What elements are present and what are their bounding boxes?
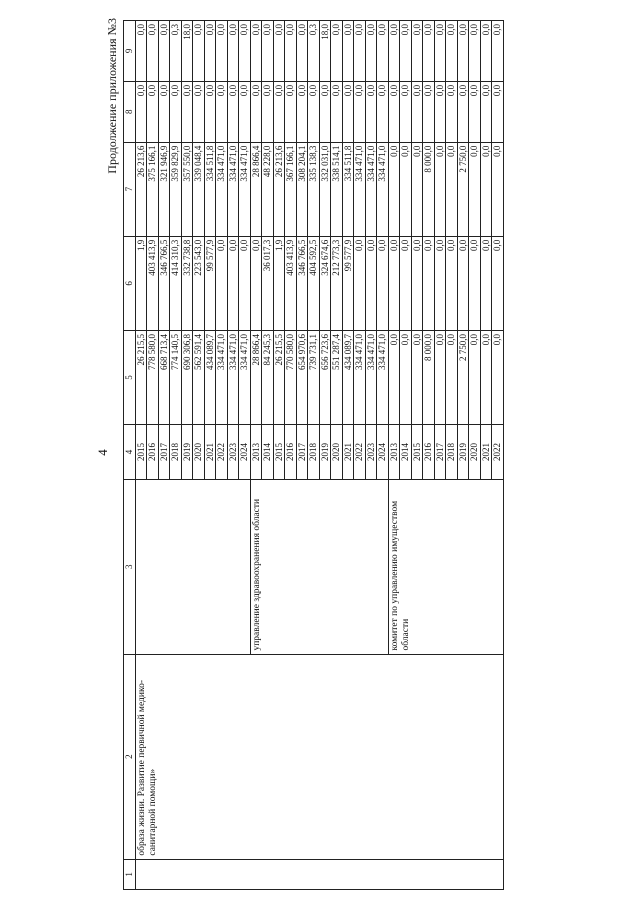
regional-budget-cell: 0,0 [446, 142, 458, 236]
other-sources-cell: 0,0 [365, 21, 377, 82]
federal-budget-cell: 0,0 [492, 236, 504, 330]
local-budget-cell: 0,0 [296, 81, 308, 142]
column-number: 3 [124, 479, 136, 654]
federal-budget-cell: 0,0 [480, 236, 492, 330]
federal-budget-cell: 0,0 [388, 236, 400, 330]
regional-budget-cell: 359 829,9 [170, 142, 182, 236]
other-sources-cell: 0,0 [285, 21, 297, 82]
other-sources-cell: 0,0 [492, 21, 504, 82]
local-budget-cell: 0,0 [319, 81, 331, 142]
total-cell: 739 731,1 [308, 330, 320, 424]
regional-budget-cell: 339 048,4 [193, 142, 205, 236]
other-sources-cell: 18,0 [319, 21, 331, 82]
other-sources-cell: 0,0 [457, 21, 469, 82]
other-sources-cell: 0,0 [147, 21, 159, 82]
other-sources-cell: 0,0 [354, 21, 366, 82]
regional-budget-cell: 0,0 [388, 142, 400, 236]
total-cell: 8 000,0 [423, 330, 435, 424]
total-cell: 0,0 [492, 330, 504, 424]
column-number-row [124, 21, 136, 890]
total-cell: 0,0 [469, 330, 481, 424]
column-number: 7 [124, 142, 136, 236]
column-number: 1 [124, 859, 136, 889]
other-sources-cell: 0,0 [250, 21, 262, 82]
total-cell: 668 713,4 [158, 330, 170, 424]
total-cell: 28 866,4 [250, 330, 262, 424]
year-cell: 2020 [469, 425, 481, 480]
local-budget-cell: 0,0 [158, 81, 170, 142]
column-number: 6 [124, 236, 136, 330]
total-cell: 770 580,0 [285, 330, 297, 424]
total-cell: 562 591,4 [193, 330, 205, 424]
column-number: 9 [124, 21, 136, 82]
regional-budget-cell: 334 471,0 [365, 142, 377, 236]
other-sources-cell: 0,0 [204, 21, 216, 82]
total-cell: 0,0 [434, 330, 446, 424]
other-sources-cell: 0,0 [469, 21, 481, 82]
federal-budget-cell: 99 577,9 [204, 236, 216, 330]
column-number: 4 [124, 425, 136, 480]
local-budget-cell: 0,0 [216, 81, 228, 142]
other-sources-cell: 0,0 [480, 21, 492, 82]
total-cell: 0,0 [446, 330, 458, 424]
table-row [135, 21, 147, 890]
local-budget-cell: 0,0 [147, 81, 159, 142]
total-cell: 551 287,4 [331, 330, 343, 424]
regional-budget-cell: 8 000,0 [423, 142, 435, 236]
year-cell: 2019 [457, 425, 469, 480]
year-cell: 2013 [250, 425, 262, 480]
year-cell: 2018 [446, 425, 458, 480]
year-cell: 2019 [181, 425, 193, 480]
local-budget-cell: 0,0 [170, 81, 182, 142]
column-number: 5 [124, 330, 136, 424]
other-sources-cell: 0,0 [227, 21, 239, 82]
other-sources-cell: 0,0 [158, 21, 170, 82]
total-cell: 0,0 [388, 330, 400, 424]
regional-budget-cell: 334 471,0 [227, 142, 239, 236]
regional-budget-cell: 48 228,0 [262, 142, 274, 236]
year-cell: 2024 [239, 425, 251, 480]
local-budget-cell: 0,0 [273, 81, 285, 142]
local-budget-cell: 0,0 [193, 81, 205, 142]
total-cell: 26 215,5 [135, 330, 147, 424]
other-sources-cell: 0,0 [262, 21, 274, 82]
federal-budget-cell: 0,0 [250, 236, 262, 330]
total-cell: 690 306,8 [181, 330, 193, 424]
year-cell: 2017 [296, 425, 308, 480]
year-cell: 2020 [193, 425, 205, 480]
federal-budget-cell: 99 577,9 [342, 236, 354, 330]
local-budget-cell: 0,0 [457, 81, 469, 142]
federal-budget-cell: 0,0 [227, 236, 239, 330]
total-cell: 654 970,6 [296, 330, 308, 424]
year-cell: 2015 [135, 425, 147, 480]
federal-budget-cell: 346 766,5 [296, 236, 308, 330]
local-budget-cell: 0,0 [492, 81, 504, 142]
regional-budget-cell: 334 471,0 [354, 142, 366, 236]
regional-budget-cell: 2 750,0 [457, 142, 469, 236]
year-cell: 2017 [158, 425, 170, 480]
local-budget-cell: 0,0 [204, 81, 216, 142]
federal-budget-cell: 0,0 [377, 236, 389, 330]
other-sources-cell: 0,0 [239, 21, 251, 82]
other-sources-cell: 18,0 [181, 21, 193, 82]
federal-budget-cell: 332 738,8 [181, 236, 193, 330]
federal-budget-cell: 212 773,3 [331, 236, 343, 330]
column-number: 2 [124, 654, 136, 859]
year-cell: 2021 [480, 425, 492, 480]
column-number: 8 [124, 81, 136, 142]
regional-budget-cell: 335 138,3 [308, 142, 320, 236]
year-cell: 2021 [204, 425, 216, 480]
regional-budget-cell: 334 471,0 [216, 142, 228, 236]
local-budget-cell: 0,0 [411, 81, 423, 142]
year-cell: 2015 [411, 425, 423, 480]
total-cell: 434 089,7 [342, 330, 354, 424]
other-sources-cell: 0,0 [296, 21, 308, 82]
regional-budget-cell: 321 946,9 [158, 142, 170, 236]
federal-budget-cell: 0,0 [446, 236, 458, 330]
other-sources-cell: 0,0 [411, 21, 423, 82]
other-sources-cell: 0,0 [135, 21, 147, 82]
year-cell: 2018 [170, 425, 182, 480]
year-cell: 2014 [400, 425, 412, 480]
regional-budget-cell: 28 866,4 [250, 142, 262, 236]
federal-budget-cell: 1,9 [135, 236, 147, 330]
executor-cell [135, 479, 250, 654]
year-cell: 2017 [434, 425, 446, 480]
regional-budget-cell: 0,0 [480, 142, 492, 236]
year-cell: 2016 [423, 425, 435, 480]
federal-budget-cell: 0,0 [411, 236, 423, 330]
regional-budget-cell: 332 031,0 [319, 142, 331, 236]
program-description: образа жизни. Развитие первичной медико-санитарной помощи» [135, 654, 503, 859]
regional-budget-cell: 334 471,0 [239, 142, 251, 236]
total-cell: 774 140,5 [170, 330, 182, 424]
local-budget-cell: 0,0 [365, 81, 377, 142]
federal-budget-cell: 0,0 [423, 236, 435, 330]
financing-table [123, 20, 504, 890]
local-budget-cell: 0,0 [377, 81, 389, 142]
row-number-cell [135, 859, 503, 889]
federal-budget-cell: 346 766,5 [158, 236, 170, 330]
regional-budget-cell: 338 514,1 [331, 142, 343, 236]
year-cell: 2020 [331, 425, 343, 480]
regional-budget-cell: 26 213,6 [273, 142, 285, 236]
regional-budget-cell: 0,0 [469, 142, 481, 236]
total-cell: 0,0 [480, 330, 492, 424]
other-sources-cell: 0,3 [308, 21, 320, 82]
executor-cell: комитет по управлению имуществом области [388, 479, 503, 654]
local-budget-cell: 0,0 [285, 81, 297, 142]
regional-budget-cell: 367 166,1 [285, 142, 297, 236]
year-cell: 2021 [342, 425, 354, 480]
year-cell: 2022 [216, 425, 228, 480]
local-budget-cell: 0,0 [342, 81, 354, 142]
total-cell: 334 471,0 [239, 330, 251, 424]
other-sources-cell: 0,0 [400, 21, 412, 82]
local-budget-cell: 0,0 [262, 81, 274, 142]
local-budget-cell: 0,0 [227, 81, 239, 142]
local-budget-cell: 0,0 [400, 81, 412, 142]
year-cell: 2019 [319, 425, 331, 480]
local-budget-cell: 0,0 [239, 81, 251, 142]
regional-budget-cell: 26 213,6 [135, 142, 147, 236]
federal-budget-cell: 36 017,3 [262, 236, 274, 330]
regional-budget-cell: 334 511,8 [204, 142, 216, 236]
federal-budget-cell: 324 674,6 [319, 236, 331, 330]
local-budget-cell: 0,0 [331, 81, 343, 142]
federal-budget-cell: 403 413,9 [147, 236, 159, 330]
year-cell: 2024 [377, 425, 389, 480]
regional-budget-cell: 334 471,0 [377, 142, 389, 236]
other-sources-cell: 0,0 [216, 21, 228, 82]
federal-budget-cell: 1,9 [273, 236, 285, 330]
continuation-note: Продолжение приложения №3 [105, 18, 119, 174]
regional-budget-cell: 357 550,0 [181, 142, 193, 236]
federal-budget-cell: 404 592,5 [308, 236, 320, 330]
year-cell: 2022 [354, 425, 366, 480]
total-cell: 334 471,0 [377, 330, 389, 424]
year-cell: 2013 [388, 425, 400, 480]
other-sources-cell: 0,0 [273, 21, 285, 82]
regional-budget-cell: 0,0 [492, 142, 504, 236]
other-sources-cell: 0,0 [342, 21, 354, 82]
other-sources-cell: 0,0 [388, 21, 400, 82]
federal-budget-cell: 414 310,3 [170, 236, 182, 330]
other-sources-cell: 0,0 [446, 21, 458, 82]
total-cell: 26 215,5 [273, 330, 285, 424]
executor-cell: управление здравоохранения области [250, 479, 388, 654]
other-sources-cell: 0,0 [331, 21, 343, 82]
year-cell: 2015 [273, 425, 285, 480]
year-cell: 2018 [308, 425, 320, 480]
federal-budget-cell: 0,0 [434, 236, 446, 330]
local-budget-cell: 0,0 [423, 81, 435, 142]
total-cell: 84 245,3 [262, 330, 274, 424]
total-cell: 334 471,0 [354, 330, 366, 424]
local-budget-cell: 0,0 [135, 81, 147, 142]
total-cell: 434 089,7 [204, 330, 216, 424]
total-cell: 334 471,0 [216, 330, 228, 424]
total-cell: 656 723,6 [319, 330, 331, 424]
regional-budget-cell: 308 204,1 [296, 142, 308, 236]
year-cell: 2023 [365, 425, 377, 480]
year-cell: 2023 [227, 425, 239, 480]
federal-budget-cell: 0,0 [457, 236, 469, 330]
local-budget-cell: 0,0 [434, 81, 446, 142]
federal-budget-cell: 0,0 [216, 236, 228, 330]
page-number: 4 [95, 449, 110, 456]
federal-budget-cell: 0,0 [400, 236, 412, 330]
local-budget-cell: 0,0 [446, 81, 458, 142]
local-budget-cell: 0,0 [181, 81, 193, 142]
total-cell: 2 750,0 [457, 330, 469, 424]
year-cell: 2014 [262, 425, 274, 480]
total-cell: 0,0 [400, 330, 412, 424]
regional-budget-cell: 334 511,8 [342, 142, 354, 236]
total-cell: 0,0 [411, 330, 423, 424]
local-budget-cell: 0,0 [354, 81, 366, 142]
regional-budget-cell: 0,0 [400, 142, 412, 236]
other-sources-cell: 0,3 [170, 21, 182, 82]
local-budget-cell: 0,0 [308, 81, 320, 142]
year-cell: 2016 [285, 425, 297, 480]
other-sources-cell: 0,0 [193, 21, 205, 82]
total-cell: 334 471,0 [365, 330, 377, 424]
federal-budget-cell: 403 413,9 [285, 236, 297, 330]
regional-budget-cell: 375 166,1 [147, 142, 159, 236]
year-cell: 2022 [492, 425, 504, 480]
regional-budget-cell: 0,0 [411, 142, 423, 236]
other-sources-cell: 0,0 [434, 21, 446, 82]
federal-budget-cell: 0,0 [239, 236, 251, 330]
local-budget-cell: 0,0 [469, 81, 481, 142]
local-budget-cell: 0,0 [250, 81, 262, 142]
federal-budget-cell: 0,0 [365, 236, 377, 330]
regional-budget-cell: 0,0 [434, 142, 446, 236]
local-budget-cell: 0,0 [480, 81, 492, 142]
federal-budget-cell: 0,0 [354, 236, 366, 330]
other-sources-cell: 0,0 [377, 21, 389, 82]
other-sources-cell: 0,0 [423, 21, 435, 82]
year-cell: 2016 [147, 425, 159, 480]
total-cell: 334 471,0 [227, 330, 239, 424]
federal-budget-cell: 0,0 [469, 236, 481, 330]
total-cell: 778 580,0 [147, 330, 159, 424]
local-budget-cell: 0,0 [388, 81, 400, 142]
federal-budget-cell: 223 543,0 [193, 236, 205, 330]
